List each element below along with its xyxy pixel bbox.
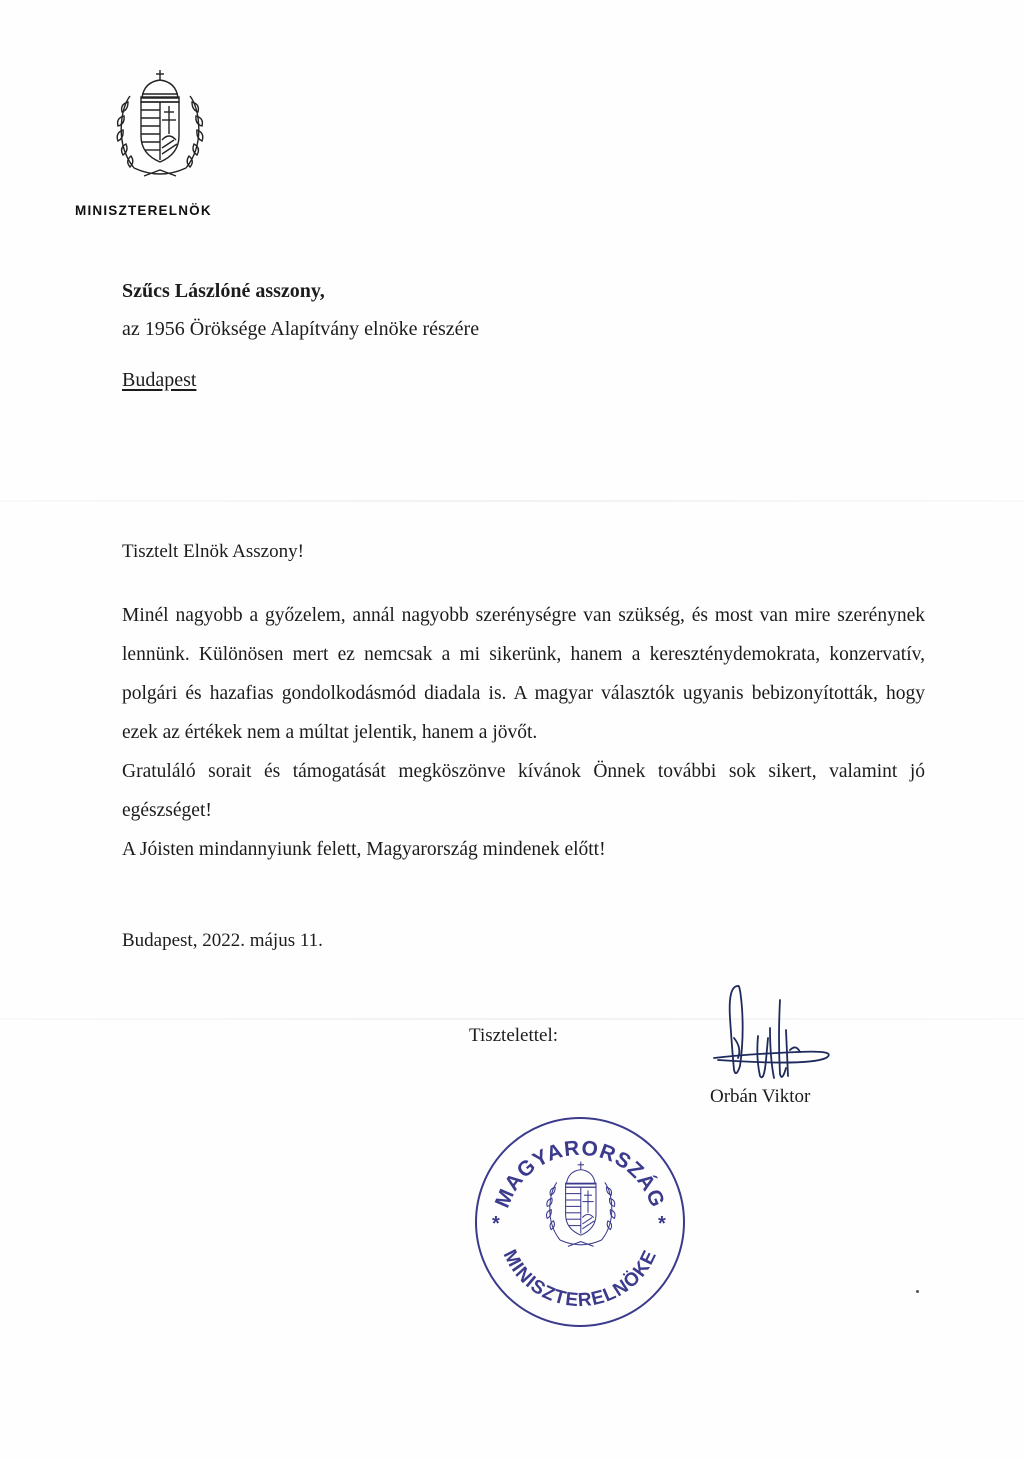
- stamp-top-text: MAGYARORSZÁG: [490, 1136, 670, 1212]
- letter-body: [122, 596, 925, 869]
- body-paragraph: Minél nagyobb a győzelem, annál nagyobb szerénységre van szükség, és most van mire szerénynek lennünk. Különösen mert ez nemcsak a mi sikerünk, hanem a kereszténydemokrata, konzervatív, polgári és hazafias gondolkodásmód diadala is. A magyar választók ugyanis bebizonyították, hogy ezek az értékek nem a múltat jelentik, hanem a jövőt.: [122, 605, 925, 743]
- closing-phrase: Tisztelettel:: [469, 1025, 559, 1046]
- letter-date: Budapest, 2022. május 11.: [122, 930, 323, 951]
- body-paragraph: Gratuláló sorait és támogatását megköszönve kívánok Önnek további sok sikert, valamint jó egészséget!: [122, 761, 925, 821]
- paper-fold-line: [0, 1018, 1024, 1020]
- stamp-star-right: *: [658, 1213, 666, 1235]
- hungarian-coat-of-arms-icon: [104, 68, 216, 186]
- official-seal-icon: [470, 1112, 690, 1332]
- stamp-bottom-text: MINISZTERELNÖKE: [498, 1246, 662, 1312]
- office-title: MINISZTERELNÖK: [75, 203, 212, 218]
- recipient-city: Budapest: [122, 369, 197, 391]
- recipient-organization: az 1956 Öröksége Alapítvány elnöke részére: [122, 318, 480, 340]
- paper-fold-line: [0, 500, 1024, 502]
- stamp-star-left: *: [492, 1213, 500, 1235]
- handwritten-signature-icon: [708, 978, 843, 1090]
- salutation: Tisztelt Elnök Asszony!: [122, 541, 304, 562]
- body-paragraph: A Jóisten mindannyiunk felett, Magyarország mindenek előtt!: [122, 839, 606, 860]
- svg-text:MINISZTERELNÖKE: [499, 1246, 662, 1311]
- recipient-name: Szűcs Lászlóné asszony,: [122, 280, 325, 302]
- paper-speck: [916, 1290, 919, 1293]
- signer-name: Orbán Viktor: [710, 1086, 811, 1107]
